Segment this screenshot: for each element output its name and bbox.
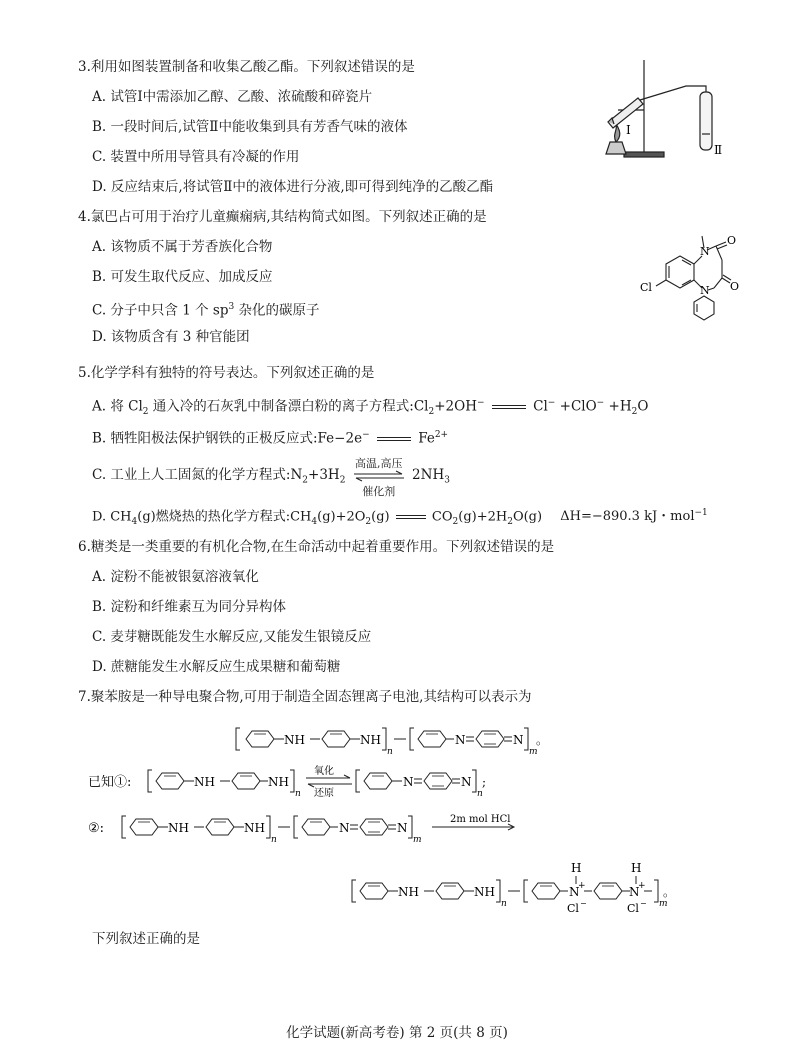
svg-text:还原: 还原	[314, 788, 334, 799]
reagent-hcl: 2m mol HCl	[450, 814, 511, 825]
q5-stem: 5.化学学科有独特的符号表达。下列叙述正确的是	[78, 365, 375, 381]
page-footer: 化学试题(新高考卷) 第 2 页(共 8 页)	[286, 1025, 508, 1041]
svg-text:。: 。	[536, 733, 549, 747]
q3-stem: 3.利用如图装置制备和收集乙酸乙酯。下列叙述错误的是	[78, 59, 415, 75]
svg-text:N: N	[339, 821, 350, 835]
clobazam-structure	[638, 228, 738, 328]
svg-text:+: +	[578, 881, 586, 891]
benzene-ring	[666, 256, 694, 288]
svg-text:m: m	[659, 899, 668, 909]
burner	[606, 142, 626, 154]
svg-text:n: n	[271, 835, 277, 845]
svg-text:−: −	[640, 899, 647, 908]
svg-text:NH: NH	[284, 733, 305, 747]
delivery-tube	[640, 86, 706, 122]
q4-stem: 4.氯巴占可用于治疗儿童癫痫病,其结构简式如图。下列叙述正确的是	[78, 209, 487, 225]
q7-known-1: 已知①:	[88, 775, 132, 790]
q6-option-d: D. 蔗糖能发生水解反应生成果糖和葡萄糖	[92, 659, 341, 675]
svg-text:N: N	[403, 775, 414, 789]
atom-o1: O	[727, 234, 737, 247]
label-tube-i: Ⅰ	[626, 123, 631, 137]
svg-text:H: H	[571, 861, 582, 875]
polyaniline-equations	[88, 714, 676, 924]
q5-option-a: A. 将 $Cl_2$ 通入冷的石灰乳中制备漂白粉的离子方程式$:Cl_2+2OH^-$ $Cl^- +ClO^- +H_2O$	[92, 398, 649, 418]
q3-option-a: A. 试管Ⅰ中需添加乙醇、乙酸、浓硫酸和碎瓷片	[92, 89, 373, 105]
q4-option-d: D. 该物质含有 3 种官能团	[92, 329, 250, 345]
q3-option-b: B. 一段时间后,试管Ⅱ中能收集到具有芳香气味的液体	[92, 119, 408, 135]
q7-stem: 7.聚苯胺是一种导电聚合物,可用于制造全固态锂离子电池,其结构可以表示为	[78, 689, 532, 705]
svg-text:。: 。	[663, 885, 676, 899]
svg-text:氧化: 氧化	[314, 766, 334, 777]
q5-option-c: C. 工业上人工固氮的化学方程式$:N_2+3H_2$ 高温,高压 催化剂 $2NH_3$	[92, 456, 450, 498]
svg-text:NH: NH	[398, 885, 419, 899]
svg-text:N: N	[629, 885, 640, 899]
svg-text:NH: NH	[168, 821, 189, 835]
svg-text:m: m	[413, 835, 422, 845]
svg-text:n: n	[477, 789, 483, 799]
svg-text:n: n	[501, 899, 507, 909]
q4-option-a: A. 该物质不属于芳香族化合物	[92, 239, 273, 255]
q6-stem: 6.糖类是一类重要的有机化合物,在生命活动中起着重要作用。下列叙述错误的是	[78, 539, 555, 555]
svg-text:N: N	[397, 821, 408, 835]
q7-final-prompt: 下列叙述正确的是	[92, 931, 200, 947]
svg-text:H: H	[631, 861, 642, 875]
q6-option-a: A. 淀粉不能被银氨溶液氧化	[92, 569, 259, 585]
svg-text:N: N	[513, 733, 524, 747]
svg-text:N: N	[461, 775, 472, 789]
svg-text:n: n	[295, 789, 301, 799]
svg-text:N: N	[455, 733, 466, 747]
svg-text:+: +	[638, 881, 646, 891]
svg-text:;: ;	[482, 775, 487, 789]
svg-text:NH: NH	[360, 733, 381, 747]
svg-text:NH: NH	[474, 885, 495, 899]
q6-option-c: C. 麦芽糖既能发生水解反应,又能发生银镜反应	[92, 629, 372, 645]
q4-option-c: C. 分子中只含 1 个 $sp^3$ 杂化的碳原子	[92, 302, 320, 319]
stand-base	[624, 152, 664, 157]
atom-cl: Cl	[640, 281, 652, 294]
svg-text:NH: NH	[268, 775, 289, 789]
atom-o2: O	[730, 280, 740, 293]
q5-option-d: D. $CH_4(g)$燃烧热的热化学方程式$:CH_4(g)+2O_2(g)$ $CO_2(g)+2H_2O(g)$ ΔH=−890.3 kJ・mol$^{-1}$	[92, 508, 708, 527]
q7-known-2: ②:	[88, 821, 105, 836]
atom-n1: N	[700, 245, 710, 258]
atom-n2: N	[700, 284, 710, 297]
svg-text:Cl: Cl	[627, 902, 639, 915]
test-tube-ii	[700, 92, 712, 150]
q4-option-b: B. 可发生取代反应、加成反应	[92, 269, 273, 285]
label-tube-ii: Ⅱ	[714, 143, 723, 157]
svg-text:NH: NH	[244, 821, 265, 835]
q6-option-b: B. 淀粉和纤维素互为同分异构体	[92, 599, 287, 615]
q3-option-d: D. 反应结束后,将试管Ⅱ中的液体进行分液,即可得到纯净的乙酸乙酯	[92, 179, 494, 195]
svg-text:m: m	[529, 747, 538, 757]
q3-option-c: C. 装置中所用导管具有冷凝的作用	[92, 149, 300, 165]
q3-apparatus-figure	[598, 52, 728, 164]
svg-text:N: N	[569, 885, 580, 899]
svg-text:Cl: Cl	[567, 902, 579, 915]
q5-option-b: B. 牺牲阳极法保护钢铁的正极反应式:Fe−2e− $Fe^{2+}$	[92, 430, 449, 447]
reversible-arrow: 高温,高压 催化剂	[355, 456, 403, 498]
svg-text:n: n	[387, 747, 393, 757]
svg-text:−: −	[580, 899, 587, 908]
svg-text:NH: NH	[194, 775, 215, 789]
